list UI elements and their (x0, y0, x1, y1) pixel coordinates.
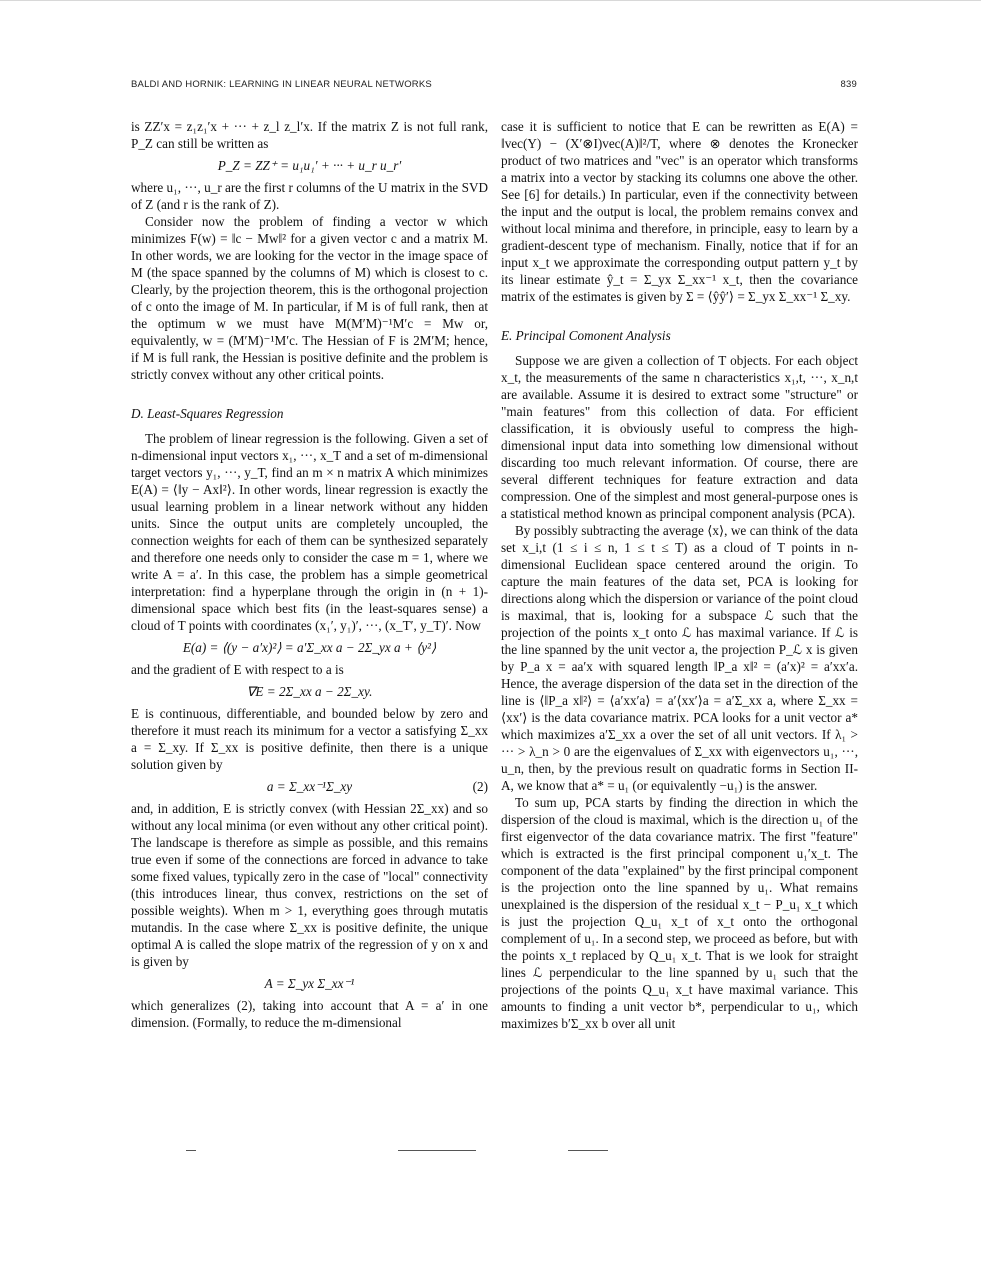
scan-mark (568, 1150, 608, 1151)
equation-error: E(a) = ⟨(y − a′x)²⟩ = a′Σ_xx a − 2Σ_yx a + ⟨y²⟩ (182, 640, 437, 655)
scan-mark (398, 1150, 476, 1151)
paragraph: By possibly subtracting the average ⟨x⟩, we can think of the data set x_i,t (1 ≤ i ≤ n, 1 ≤ t ≤ T) as a cloud of T points in n-dimensional Euclidean space centered around the origin. To capture the main features of the data set, PCA is looking for directions along which the dispersion or variance of the point cloud is maximal, that is, looking for a subspace ℒ such that the projection of the points x_t onto ℒ has maximal variance. If ℒ is the line spanned by the unit vector a, the projection P_ℒ x is given by P_a x = aa′x with squared length ‖P_a x‖² = (a′x)² = a′xx′a. Hence, the average dispersion of the data set in the direction of the line is ⟨‖P_a x‖²⟩ = ⟨a′xx′a⟩ = a′⟨xx′⟩a = a′Σ_xx a, where Σ_xx = ⟨xx′⟩ is the data covariance matrix. PCA looks for a unit vector a* which maximizes a′Σ_xx a over the set of all unit vectors. If λ₁ > ··· > λ_n > 0 are the eigenvalues of Σ_xx with eigenvectors u₁, ···, u_n, then, by the previous result on quadratic forms in Section II-A, we know that a* = u₁ (or equivalently −u₁) is the answer. (501, 523, 858, 793)
paragraph: To sum up, PCA starts by finding the direction in which the dispersion of the cloud is maximal, which is the direction u₁ of the first eigenvector of the data covariance matrix. The first "feature" which is extracted is the first principal component u₁′x_t. The component of the data "explained" by the first principal component is the projection onto the line spanned by u₁. What remains unexplained is the dispersion of the residual x_t − P_u₁ x_t which is just the projection Q_u₁ x_t of x_t onto the orthogonal complement of u₁. In a second step, we proceed as before, but with the points x_t replaced by Q_u₁ x_t. That is we look for straight lines ℒ perpendicular to the line spanned by u₁ such that the projections of the points Q_u₁ x_t have maximal variance. This amounts to finding a unit vector b*, perpendicular to u₁, which maximizes b′Σ_xx b over all unit (501, 795, 858, 1031)
paragraph: is ZZ′x = z₁z₁′x + ··· + z_l z_l′x. If the matrix Z is not full rank, P_Z can still be written as (131, 119, 488, 151)
page-number: 839 (840, 79, 857, 90)
paragraph: and the gradient of E with respect to a is (131, 662, 344, 677)
equation-projection: P_Z = ZZ⁺ = u₁u₁′ + ··· + u_r u_r′ (217, 158, 402, 173)
left-column (131, 118, 488, 1031)
equation-gradient: ∇E = 2Σ_xx a − 2Σ_xy. (246, 684, 373, 699)
paragraph: and, in addition, E is strictly convex (with Hessian 2Σ_xx) and so without any local minima (or even without any other critical point). The landscape is therefore as simple as possible, and this remains true even if some of the connections are forced in advance to take some fixed values, typically zero in the case of "local" connectivity (this introduces linear, thus convex, restrictions on the set of possible weights). When m > 1, everything goes through mutatis mutandis. In the case where Σ_xx is positive definite, the unique optimal A is called the slope matrix of the regression of y on x and is given by (131, 801, 488, 969)
right-column (501, 118, 858, 1032)
scan-mark (186, 1150, 196, 1151)
equation-slope-matrix: A = Σ_yx Σ_xx⁻¹ (264, 976, 355, 991)
page-top-rule (0, 0, 981, 1)
paragraph: The problem of linear regression is the following. Given a set of n-dimensional input vectors x₁, ···, x_T and a set of m-dimensional target vectors y₁, ···, y_T, find an m × n matrix A which minimizes E(A) = ⟨‖y − Ax‖²⟩. In other words, linear regression is exactly the usual learning problem in a linear network without any hidden units. Since the output units are completely uncoupled, the connection weights for each of them can be synthesized separately and therefore one needs only to consider the case m = 1, where we write A = a′. In this case, the problem has a simple geometrical interpretation: find a hyperplane through the origin in (n + 1)-dimensional space which best fits (in the least-squares sense) a cloud of T points with coordinates (x₁′, y₁)′, ···, (x_T′, y_T)′. Now (131, 431, 488, 633)
running-title: BALDI AND HORNIK: LEARNING IN LINEAR NEURAL NETWORKS (131, 79, 432, 90)
running-header (131, 79, 857, 90)
equation-number: (2) (472, 779, 488, 794)
paragraph: where u₁, ···, u_r are the first r columns of the U matrix in the SVD of Z (and r is the rank of Z). (131, 180, 488, 212)
equation-solution (131, 778, 488, 795)
section-heading-d: D. Least-Squares Regression (131, 406, 284, 421)
equation-body: a = Σ_xx⁻¹Σ_xy (266, 779, 353, 794)
paragraph: E is continuous, differentiable, and bounded below by zero and therefore it must reach its minimum for a vector a satisfying Σ_xx a = Σ_xy. If Σ_xx is positive definite, then there is a unique solution given by (131, 706, 488, 772)
paragraph: case it is sufficient to notice that E can be rewritten as E(A) = ‖vec(Y) − (X′⊗I)vec(A)‖²/T, where ⊗ denotes the Kronecker product of two matrices and "vec" is an operator which transforms a matrix into a vector by stacking its columns one above the other. See [6] for details.) In particular, even if the connectivity between the input and the output is local, the problem remains convex and without local minima and therefore, in principle, easy to learn by a gradient-descent type of mechanism. Finally, notice that if for an input x_t we approximate the corresponding output pattern y_t by its linear estimate ŷ_t = Σ_yx Σ_xx⁻¹ x_t, then the covariance matrix of the estimates is given by Σ = ⟨ŷŷ′⟩ = Σ_yx Σ_xx⁻¹ Σ_xy. (501, 119, 858, 304)
section-heading-e: E. Principal Comonent Analysis (501, 328, 671, 343)
paragraph: which generalizes (2), taking into account that A = a′ in one dimension. (Formally, to reduce the m-dimensional (131, 998, 488, 1030)
paragraph: Suppose we are given a collection of T objects. For each object x_t, the measurements of the same n characteristics x₁,t, ···, x_n,t are available. Assume it is desired to extract some "structure" or "main features" from this collection of data. For efficient classification, it is obviously useful to compress the high-dimensional input data into something low dimensional without discarding too much relevant information. Of course, there are several different techniques for feature extraction and data compression. One of the simplest and most general-purpose ones is a statistical method known as principal component analysis (PCA). (501, 353, 858, 521)
paragraph: Consider now the problem of finding a vector w which minimizes F(w) = ‖c − Mw‖² for a given vector c and a matrix M. In other words, we are looking for the vector in the image space of M (the space spanned by the columns of M) which is closest to c. Clearly, by the projection theorem, this is the orthogonal projection of c onto the image of M. In particular, if M is of full rank, then at the optimum w we must have M(M′M)⁻¹M′c = Mw or, equivalently, w = (M′M)⁻¹M′c. The Hessian of F is 2M′M; hence, if M is full rank, the Hessian is positive definite and the problem is strictly convex without any other critical points. (131, 214, 488, 382)
